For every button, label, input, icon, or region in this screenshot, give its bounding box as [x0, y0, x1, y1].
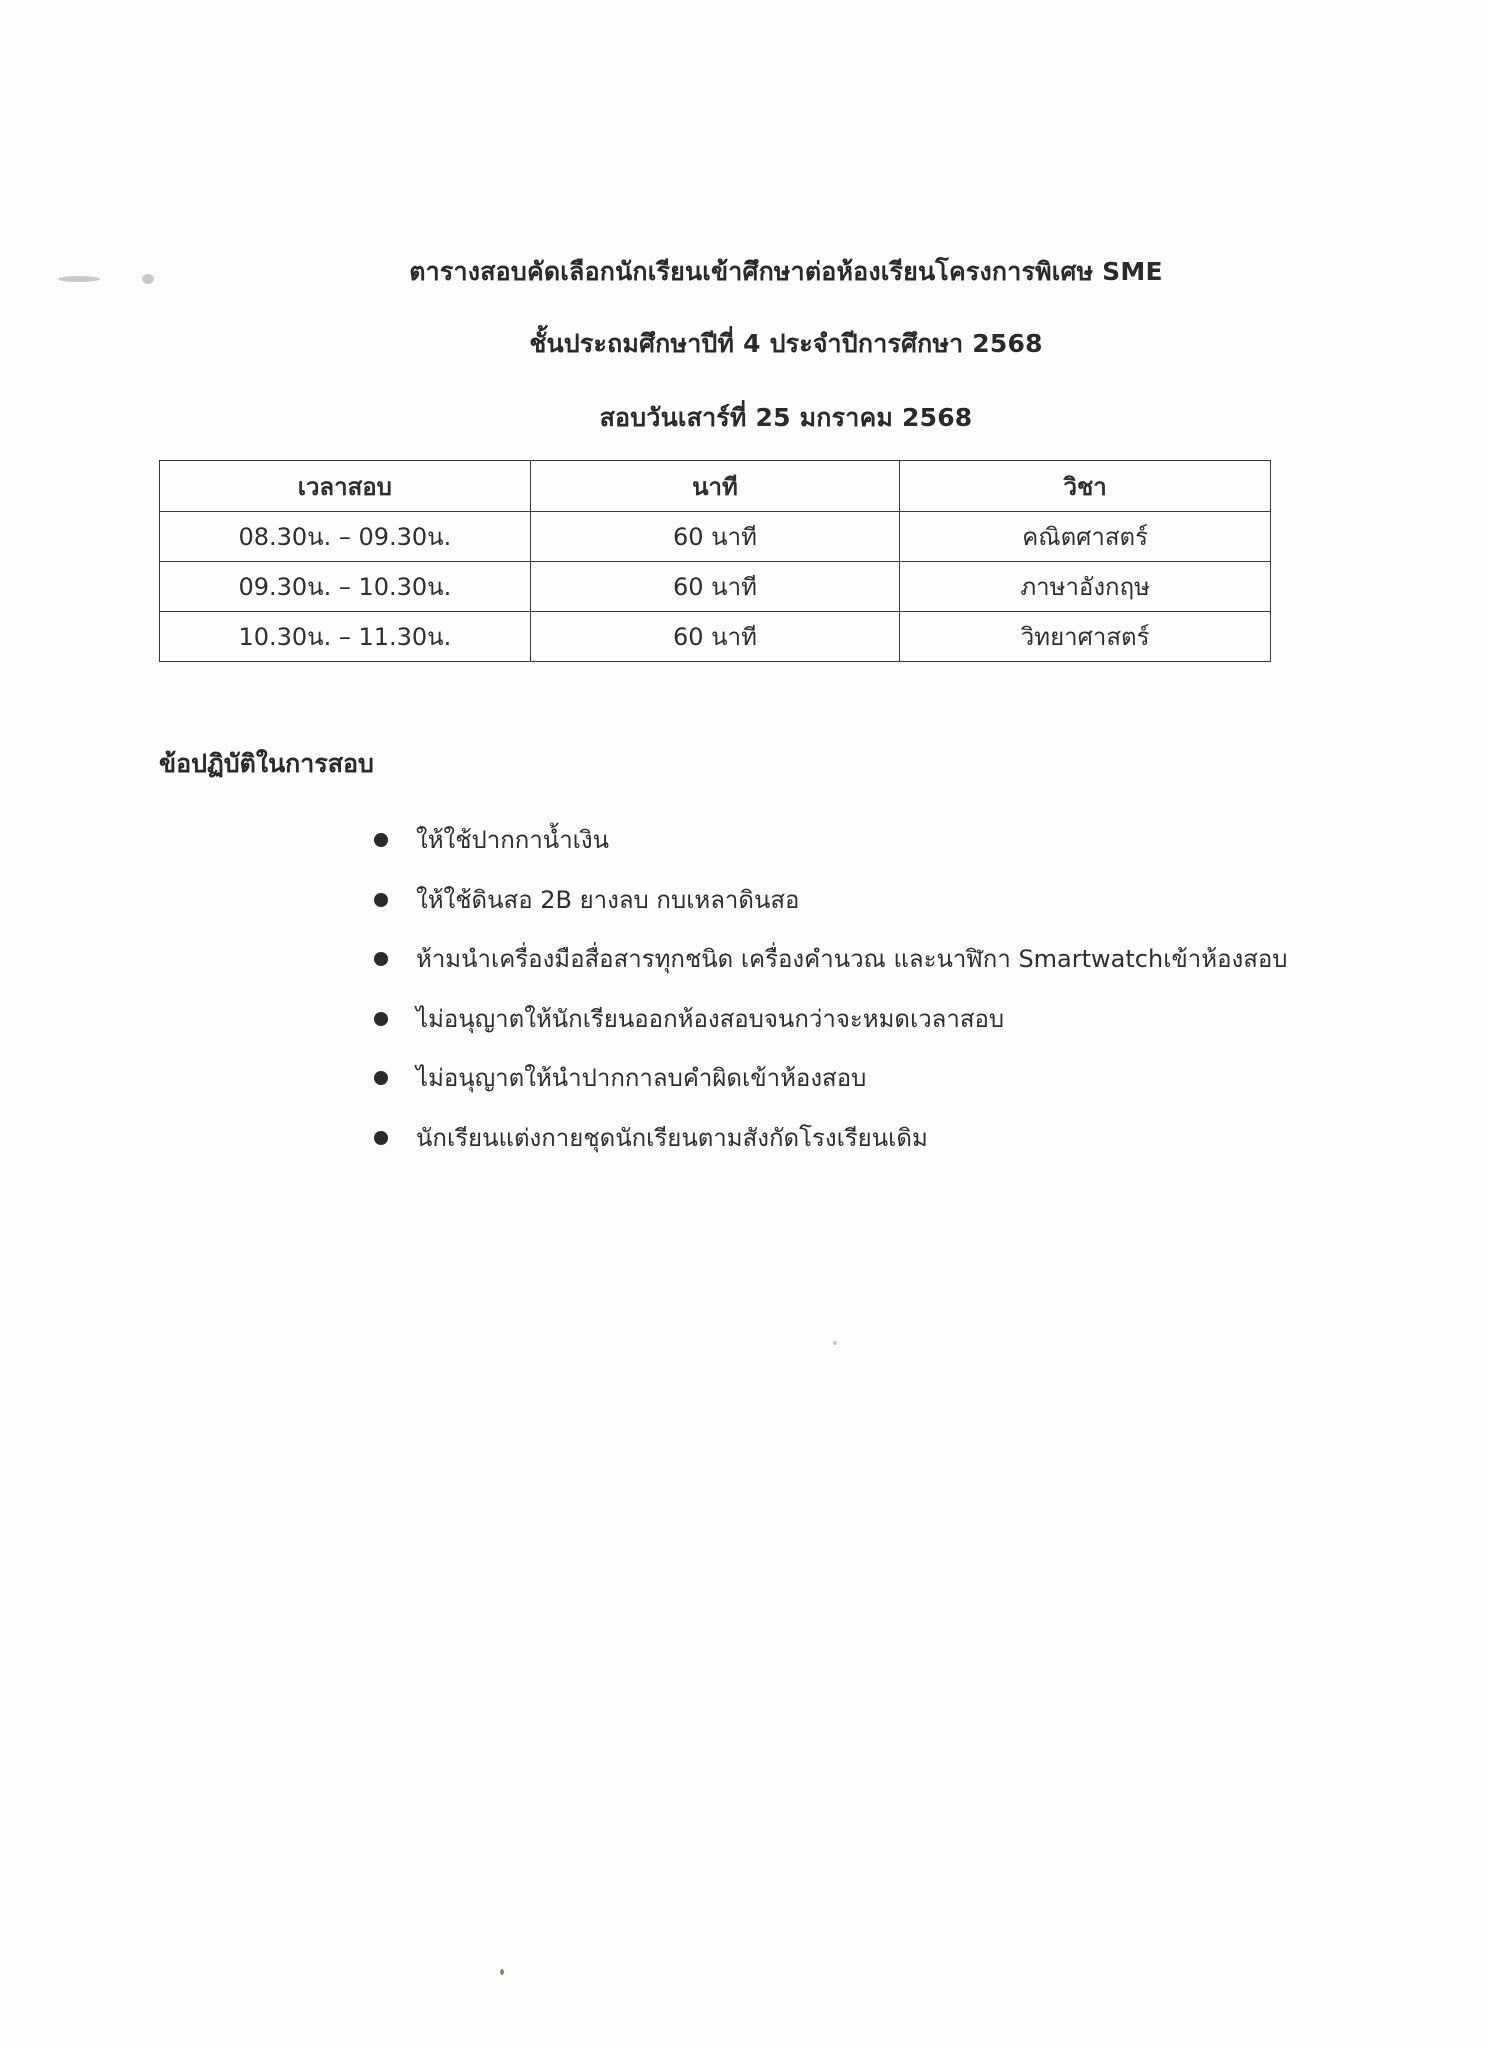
minutes-cell: 60 นาที	[530, 612, 900, 662]
subject-cell: ภาษาอังกฤษ	[900, 562, 1271, 612]
minutes-cell: 60 นาที	[530, 562, 900, 612]
time-cell: 10.30น. – 11.30น.	[160, 612, 531, 662]
scan-dot	[833, 1341, 837, 1345]
table-header-row	[160, 461, 1271, 512]
list-item	[370, 1118, 1288, 1178]
scan-dot	[500, 1969, 504, 1975]
bullet-icon	[374, 1012, 388, 1026]
column-header-time: เวลาสอบ	[160, 461, 531, 512]
exam-schedule-table	[159, 460, 1271, 662]
list-item	[370, 939, 1288, 999]
subject-cell: วิทยาศาสตร์	[900, 612, 1271, 662]
bullet-icon	[374, 833, 388, 847]
bullet-icon	[374, 893, 388, 907]
bullet-icon	[374, 1131, 388, 1145]
column-header-subject: วิชา	[900, 461, 1271, 512]
rule-text: ไม่อนุญาตให้นำปากกาลบคำผิดเข้าห้องสอบ	[416, 1064, 867, 1092]
bullet-icon	[374, 952, 388, 966]
rules-heading: ข้อปฏิบัติในการสอบ	[159, 749, 374, 778]
subject-cell: คณิตศาสตร์	[900, 512, 1271, 562]
rule-text: ให้ใช้ปากกาน้ำเงิน	[416, 826, 610, 854]
time-cell: 08.30น. – 09.30น.	[160, 512, 531, 562]
rules-list	[370, 820, 1288, 1177]
rule-text: ไม่อนุญาตให้นักเรียนออกห้องสอบจนกว่าจะหมดเวลาสอบ	[416, 1004, 1005, 1033]
bullet-icon	[374, 1071, 388, 1085]
grade-year-subtitle: ชั้นประถมศึกษาปีที่ 4 ประจำปีการศึกษา 2568	[529, 329, 1043, 358]
list-item	[370, 1058, 1288, 1118]
table-row	[160, 512, 1271, 562]
list-item	[370, 820, 1288, 880]
rule-text: นักเรียนแต่งกายชุดนักเรียนตามสังกัดโรงเรียนเดิม	[416, 1123, 928, 1152]
table-row	[160, 562, 1271, 612]
time-cell: 09.30น. – 10.30น.	[160, 562, 531, 612]
exam-date-subtitle: สอบวันเสาร์ที่ 25 มกราคม 2568	[599, 403, 973, 432]
list-item	[370, 880, 1288, 940]
rule-text: ห้ามนำเครื่องมือสื่อสารทุกชนิด เครื่องคำนวณ และนาฬิกา Smartwatchเข้าห้องสอบ	[416, 945, 1288, 973]
table-row	[160, 612, 1271, 662]
rule-text: ให้ใช้ดินสอ 2B ยางลบ กบเหลาดินสอ	[416, 885, 800, 914]
list-item	[370, 999, 1288, 1059]
minutes-cell: 60 นาที	[530, 512, 900, 562]
column-header-minutes: นาที	[530, 461, 900, 512]
document-title: ตารางสอบคัดเลือกนักเรียนเข้าศึกษาต่อห้องเรียนโครงการพิเศษ SME	[409, 257, 1163, 286]
